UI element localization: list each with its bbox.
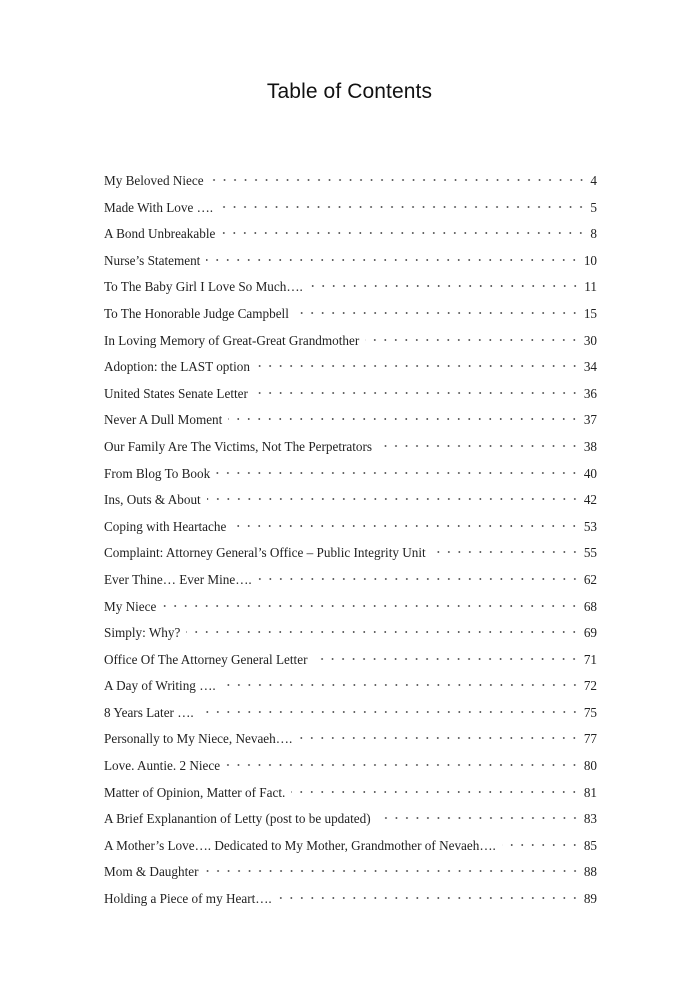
toc-entry[interactable] xyxy=(104,545,597,572)
dot-leader xyxy=(258,577,580,581)
toc-entry-title: My Niece xyxy=(104,599,160,615)
dot-leader xyxy=(298,736,580,740)
toc-entry-title: Personally to My Niece, Nevaeh…. xyxy=(104,731,296,747)
toc-page-number: 53 xyxy=(583,518,597,534)
toc-entry[interactable] xyxy=(104,519,597,546)
dot-leader xyxy=(291,790,580,794)
dot-leader xyxy=(222,683,580,687)
toc-page-number: 36 xyxy=(583,385,597,401)
toc-entry[interactable] xyxy=(104,891,597,918)
toc-entry[interactable] xyxy=(104,412,597,439)
toc-entry-title: Made With Love …. xyxy=(104,200,217,216)
toc-page-number: 68 xyxy=(583,598,597,614)
toc-entry[interactable] xyxy=(104,572,597,599)
dot-leader xyxy=(205,869,580,873)
toc-page-number: 88 xyxy=(583,864,597,880)
toc-page-number: 15 xyxy=(583,305,597,321)
toc-page-number: 30 xyxy=(583,332,597,348)
toc-page-number: 40 xyxy=(583,465,597,481)
toc-page-number: 38 xyxy=(583,438,597,454)
page-title: Table of Contents xyxy=(266,80,433,103)
dot-leader xyxy=(378,444,580,448)
toc-page-number: 75 xyxy=(583,704,597,720)
toc-entry-title: Coping with Heartache xyxy=(104,519,230,535)
toc-page-number: 80 xyxy=(583,758,597,774)
toc-entry-title: In Loving Memory of Great-Great Grandmother xyxy=(104,333,363,349)
toc-entry[interactable] xyxy=(104,173,597,200)
toc-entry-title: Never A Dull Moment xyxy=(104,412,226,428)
toc-entry-title: Complaint: Attorney General’s Office – Public Integrity Unit xyxy=(104,545,430,561)
toc-entry-title: Ins, Outs & About xyxy=(104,492,205,508)
dot-leader xyxy=(210,178,587,182)
dot-leader xyxy=(309,284,580,288)
toc-entry[interactable] xyxy=(104,758,597,785)
toc-entry-title: To The Honorable Judge Campbell xyxy=(104,306,293,322)
table-of-contents xyxy=(104,173,597,918)
toc-page-number: 4 xyxy=(590,173,597,188)
dot-leader xyxy=(432,550,580,554)
toc-page-number: 85 xyxy=(583,837,597,853)
dot-leader xyxy=(162,604,579,608)
toc-entry-title: My Beloved Niece xyxy=(104,173,208,189)
toc-entry[interactable] xyxy=(104,306,597,333)
toc-entry[interactable] xyxy=(104,811,597,838)
dot-leader xyxy=(256,364,580,368)
toc-entry[interactable] xyxy=(104,466,597,493)
dot-leader xyxy=(186,630,579,634)
toc-entry-title: Our Family Are The Victims, Not The Perpetrators xyxy=(104,439,376,455)
toc-entry-title: Mom & Daughter xyxy=(104,864,203,880)
toc-entry[interactable] xyxy=(104,705,597,732)
toc-entry-title: A Mother’s Love…. Dedicated to My Mother, Grandmother of Nevaeh…. xyxy=(104,838,500,854)
toc-entry-title: A Day of Writing …. xyxy=(104,678,220,694)
toc-entry-title: Simply: Why? xyxy=(104,625,184,641)
toc-page-number: 34 xyxy=(583,359,597,375)
toc-entry-title: A Bond Unbreakable xyxy=(104,226,219,242)
toc-entry[interactable] xyxy=(104,386,597,413)
toc-page-number: 62 xyxy=(583,571,597,587)
toc-entry[interactable] xyxy=(104,333,597,360)
dot-leader xyxy=(365,338,580,342)
toc-entry-title: Office Of The Attorney General Letter xyxy=(104,652,311,668)
toc-page-number: 71 xyxy=(583,651,597,667)
toc-entry[interactable] xyxy=(104,864,597,891)
dot-leader xyxy=(216,471,580,475)
toc-entry-title: Matter of Opinion, Matter of Fact. xyxy=(104,785,289,801)
toc-entry[interactable] xyxy=(104,785,597,812)
toc-entry[interactable] xyxy=(104,359,597,386)
toc-page-number: 11 xyxy=(584,279,597,295)
toc-entry[interactable] xyxy=(104,652,597,679)
dot-leader xyxy=(232,524,579,528)
toc-entry-title: Ever Thine… Ever Mine…. xyxy=(104,572,256,588)
toc-entry[interactable] xyxy=(104,253,597,280)
toc-entry-title: Adoption: the LAST option xyxy=(104,359,254,375)
toc-page-number: 55 xyxy=(583,545,597,561)
toc-page-number: 10 xyxy=(583,252,597,268)
toc-entry[interactable] xyxy=(104,625,597,652)
toc-entry-title: United States Senate Letter xyxy=(104,386,252,402)
toc-entry-title: Nurse’s Statement xyxy=(104,253,204,269)
toc-entry-title: A Brief Explanantion of Letty (post to be updated) xyxy=(104,811,375,827)
toc-page-number: 42 xyxy=(583,492,597,508)
toc-entry[interactable] xyxy=(104,678,597,705)
toc-page-number: 69 xyxy=(583,625,597,641)
dot-leader xyxy=(200,710,580,714)
dot-leader xyxy=(278,896,580,900)
toc-entry-title: Holding a Piece of my Heart…. xyxy=(104,891,276,907)
toc-page-number: 8 xyxy=(590,226,597,242)
toc-entry[interactable] xyxy=(104,439,597,466)
toc-entry[interactable] xyxy=(104,279,597,306)
toc-entry-title: From Blog To Book xyxy=(104,466,214,482)
dot-leader xyxy=(228,417,580,421)
dot-leader xyxy=(377,816,580,820)
toc-entry-title: 8 Years Later …. xyxy=(104,705,198,721)
dot-leader xyxy=(226,763,580,767)
toc-page-number: 89 xyxy=(583,891,597,907)
toc-page-number: 81 xyxy=(583,784,597,800)
dot-leader xyxy=(207,497,580,501)
toc-entry[interactable] xyxy=(104,226,597,253)
toc-entry-title: Love. Auntie. 2 Niece xyxy=(104,758,224,774)
toc-entry[interactable] xyxy=(104,200,597,227)
dot-leader xyxy=(219,205,586,209)
toc-entry[interactable] xyxy=(104,599,597,626)
dot-leader xyxy=(206,258,579,262)
toc-entry-title: To The Baby Girl I Love So Much…. xyxy=(104,279,307,295)
toc-page-number: 5 xyxy=(590,199,597,215)
dot-leader xyxy=(254,391,580,395)
toc-entry[interactable] xyxy=(104,838,597,865)
toc-page-number: 77 xyxy=(583,731,597,747)
toc-page-number: 72 xyxy=(583,678,597,694)
toc-entry[interactable] xyxy=(104,492,597,519)
toc-page-number: 83 xyxy=(583,811,597,827)
dot-leader xyxy=(502,843,580,847)
dot-leader xyxy=(221,231,586,235)
toc-entry[interactable] xyxy=(104,731,597,758)
dot-leader xyxy=(295,311,580,315)
toc-page-number: 37 xyxy=(583,412,597,428)
dot-leader xyxy=(313,657,579,661)
